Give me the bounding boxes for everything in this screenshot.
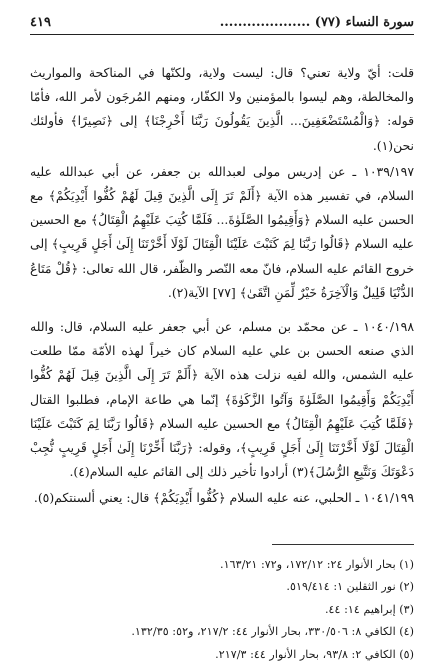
- footnote-3: (٣) إبراهيم ١٤: ٤٤.: [324, 602, 414, 616]
- chapter-title: سورة النساء (٧٧) ....................: [219, 15, 414, 30]
- footnote-separator: [272, 544, 414, 545]
- document-page: [30, 14, 414, 661]
- main-text: [30, 61, 414, 511]
- paragraph-hadith-1040: ١٠٤٠/١٩٨ ـ عن محمّد بن مسلم، عن أبي جعفر عليه السلام، قال: والله الذي صنعه الحسن بن علي عليه السلام كان خيراً لهذه الأمّة ممّا طلعت عليه الشمس، والله لفيه نزلت هذه الآية ﴿أَلَمْ تَرَ إِلَى الَّذِينَ قِيلَ لَهُمْ كُفُّوا أَيْدِيَكُمْ وَأَقِيمُوا الصَّلَوٰةَ وَآتُوا الزَّكَوٰةَ﴾ إنّما هي طاعة الإمام، فطلبوا القتال ﴿فَلَمَّا كُتِبَ عَلَيْهِمُ الْقِتَالُ﴾ مع الحسين عليه السلام ﴿قَالُوا رَبَّنَا لِمَ كَتَبْتَ عَلَيْنَا الْقِتَالَ لَوْلَا أَخَّرْتَنَا إِلَىٰ أَجَلٍ قَرِيبٍ﴾، وقوله: ﴿رَبَّنَا أَخِّرْنَا إِلَىٰ أَجَلٍ قَرِيبٍ نُّجِبْ دَعْوَتَكَ وَنَتَّبِعِ الرُّسُلَ﴾(٣) أرادوا تأخير ذلك إلى القائم عليه السلام(٤).: [30, 319, 414, 480]
- footnote-1: (١) بحار الأنوار ٢٤: ١٧٢/١٢، و٧٢: ١٦٣/٢١.: [220, 558, 414, 571]
- paragraph-hadith-1041: ١٠٤١/١٩٩ ـ الحلبي، عنه عليه السلام ﴿كُفُّوا أَيْدِيَكُمْ﴾ قال: يعني ألسنتكم(٥).: [33, 490, 414, 506]
- footnote-2: (٢) نور الثقلين ١: ٥١٩/٤١٤.: [286, 580, 414, 594]
- footnote-5: (٥) الكافي ٢: ٩٣/٨، بحار الأنوار ٤٤: ٢١٧/٣.: [215, 647, 414, 661]
- paragraph-hadith-1039: ١٠٣٩/١٩٧ ـ عن إدريس مولى لعبدالله بن جعفر، عن أبي عبدالله عليه السلام، في تفسير هذه الآية ﴿أَلَمْ تَرَ إِلَى الَّذِينَ قِيلَ لَهُمْ كُفُّوا أَيْدِيَكُمْ﴾ مع الحسن عليه السلام ﴿وَأَقِيمُوا الصَّلَوٰةَ... فَلَمَّا كُتِبَ عَلَيْهِمُ الْقِتَالُ﴾ مع الحسين عليه السلام ﴿قَالُوا رَبَّنَا لِمَ كَتَبْتَ عَلَيْنَا الْقِتَالَ لَوْلَا أَخَّرْتَنَا إِلَىٰ أَجَلٍ قَرِيبٍ﴾ إلى خروج القائم عليه السلام، فانّ معه النّصر والظّفر، قال الله تعالى: ﴿قُلْ مَتَاعُ الدُّنْيَا قَلِيلٌ وَالْآخِرَةُ خَيْرٌ لِّمَنِ اتَّقَىٰ﴾ [٧٧] الآية(٢).: [30, 163, 414, 300]
- running-header: [30, 14, 414, 35]
- footnote-4: (٤) الكافي ٨: ٣٣٠/٥٠٦، بحار الأنوار ٤٤: ٢١٧/٢، و٥٢: ١٣٢/٣٥.: [131, 625, 414, 639]
- footnotes: [30, 554, 414, 666]
- paragraph-1: قلت: أيّ ولاية تعني؟ قال: ليست ولاية، ولكنّها في المناكحة والمواريث والمخالطة، وهم ليسوا بالمؤمنين ولا الكفّار، ومنهم المُرجَون لأمر الله، فأمّا قوله: ﴿وَالْمُسْتَضْعَفِينَ... الَّذِينَ يَقُولُونَ رَبَّنَا أَخْرِجْنَا﴾ إلى ﴿نَصِيرًا﴾ فأولئك نحن(١).: [30, 65, 414, 153]
- page-number: ٤١٩: [30, 15, 51, 30]
